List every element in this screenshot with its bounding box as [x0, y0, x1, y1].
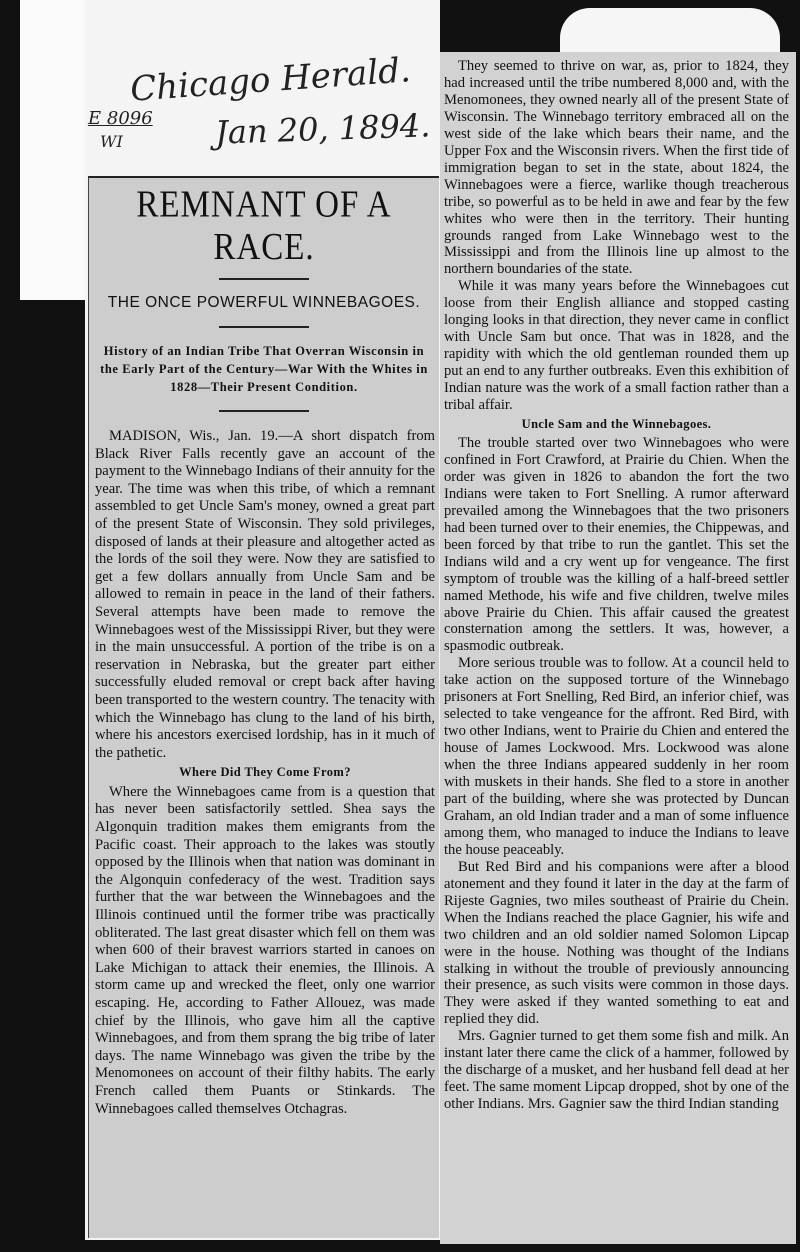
paragraph: MADISON, Wis., Jan. 19.—A short dispatch from Black River Falls recently gave an account of the payment to the Winnebago Indians of their annuity for the year. The time was when this tribe, of which a remnant assembled to get Uncle Sam's money, owned a great part of the present State of Wisconsin. They sold privileges, disposed of lands at their pleasure and altogether acted as the lords of the soil they were. Now they are satisfied to get a few dollars annually from Uncle Sam and be allowed to remain in peace in the land of their fathers. Several attempts have been made to remove the Winnebagoes west of the Mississippi River, but they were in the main unsuccessful. A portion of the tribe is on a reservation in Nebraska, but the greater part either successfully eluded removal or crept back after having been transported to the western country. The tenacity with which the Winnebago has clung to the land of his birth, where his ancestors exercised lordship, has in it much of the pathetic.: [95, 428, 435, 761]
paragraph: More serious trouble was to follow. At a council held to take action on the supposed torture of the Winnebago prisoners at Fort Snelling, Red Bird, an inferior chief, was selected to take vengeance for the affront. Red Bird, with two other Indians, went to Prairie du Chien and entered the house of James Lockwood. Mrs. Lockwood was alone when the three Indians appeared suddenly in her room with muskets in their hands. She fled to a store in another part of the building, where she was protected by Duncan Graham, an old Indian trader and a man of some influence among them, who managed to induce the Indians to leave the house peaceably.: [444, 655, 789, 858]
divider: [219, 410, 309, 412]
divider: [219, 278, 309, 280]
paragraph: The trouble started over two Winnebagoes who were confined in Fort Crawford, at Prairie du Chien. When the order was given in 1826 to abandon the fort the two Indians were taken to Fort Snelling. A rumor afterward prevailed among the Winnebagoes that the two prisoners had been turned over to their enemies, the Chippewas, and been forced by that tribe to run the gantlet. This set the Indians wild and a cry went up for vengeance. The first symptom of trouble was the killing of a half-breed settler named Methode, his wife and five children, twelve miles above Prairie du Chien. This affair caused the greatest consternation among the settlers. It was, however, a spasmodic outbreak.: [444, 434, 789, 655]
section-heading: Where Did They Come From?: [179, 765, 351, 780]
paragraph: While it was many years before the Winnebagoes cut loose from their English alliance and stopped casting longing looks in that direction, they never came in conflict with Uncle Sam but once. That was in 1828, and the rapidity with which the old gentleman rounded them up put an end to any further outbreaks. Even this exhibition of Indian nature was the work of a small faction rather than a tribal affair.: [444, 278, 789, 414]
article-title: REMNANT OF A RACE.: [136, 184, 392, 269]
catalog-number: E 8096: [88, 108, 153, 129]
right-column-body: [444, 58, 789, 1113]
article-deck: History of an Indian Tribe That Overran Wisconsin in the Early Part of the Century—War With the Whites in 1828—Their Present Condition.: [100, 344, 428, 394]
handwritten-date: Jan 20, 1894.: [214, 106, 431, 152]
paragraph: Where the Winnebagoes came from is a question that has never been satisfactorily settled. Shea says the Algonquin tradition makes them emigrants from the Pacific coast. Their approach to the lakes was stoutly opposed by the Illinois when that nation was dominant in the Algonquin confederacy of the west. Tradition says further that the war between the Winnebagoes and the Illinois continued until the former tribe was practically obliterated. The last great disaster which fell on them was when 600 of their bravest warriors started in canoes on Lake Michigan to attack their enemies, the Illinois. A storm came up and wrecked the fleet, only one warrior escaping. He, according to Father Allouez, was made chief by the Illinois, who gave him all the captive Winnebagoes, and from them sprang the big tribe of later days. The name Winnebago was given the tribe by the Menomonees on account of their filthy habits. The early French called them Puants or Stinkards. The Winnebagoes called themselves Otchagras.: [95, 783, 435, 1117]
handwritten-publication: Chicago Herald.: [128, 50, 412, 110]
divider: [219, 326, 309, 328]
left-column-body: [89, 428, 439, 1118]
article-subtitle: THE ONCE POWERFUL WINNEBAGOES.: [107, 294, 421, 311]
clipping-torn-edge: [560, 8, 780, 58]
paragraph: But Red Bird and his companions were after a blood atonement and they found it later in the day at the farm of Rijeste Gagnies, two miles southeast of Prairie du Chein. When the Indians reached the place Gagnier, his wife and two children and an old soldier named Solomon Lipcap were in the house. Nothing was thought of the Indians stalking in without the trouble of previously announcing their presence, as such visits were common in those days. They were asked if they wanted something to eat and replied they did.: [444, 858, 789, 1028]
paragraph: Mrs. Gagnier turned to get them some fish and milk. An instant later there came the click of a hammer, followed by the discharge of a musket, and her husband fell dead at her feet. The same moment Lipcap dropped, shot by one of the other Indians. Mrs. Gagnier saw the third Indian standing: [444, 1028, 789, 1113]
section-heading: Uncle Sam and the Winnebagoes.: [521, 417, 712, 432]
catalog-code: WI: [100, 132, 123, 151]
paragraph: They seemed to thrive on war, as, prior to 1824, they had increased until the tribe numbered 8,000 and, with the Menomonees, they owned nearly all of the present State of Wisconsin. The Winnebago territory embraced all on the west side of the lake which bears their name, and the Upper Fox and the Wisconsin rivers. When the first tide of immigration began to set in the state, about 1824, the Winnebagoes were a fierce, warlike though treacherous tribe, so powerful as to be held in awe and fear by the few whites who were then in the territory. Their hunting grounds ranged from Lake Winnebago west to the Mississippi and from the Illinois line up almost to the northern boundaries of the state.: [444, 58, 789, 278]
article-left-column: [88, 176, 439, 1238]
